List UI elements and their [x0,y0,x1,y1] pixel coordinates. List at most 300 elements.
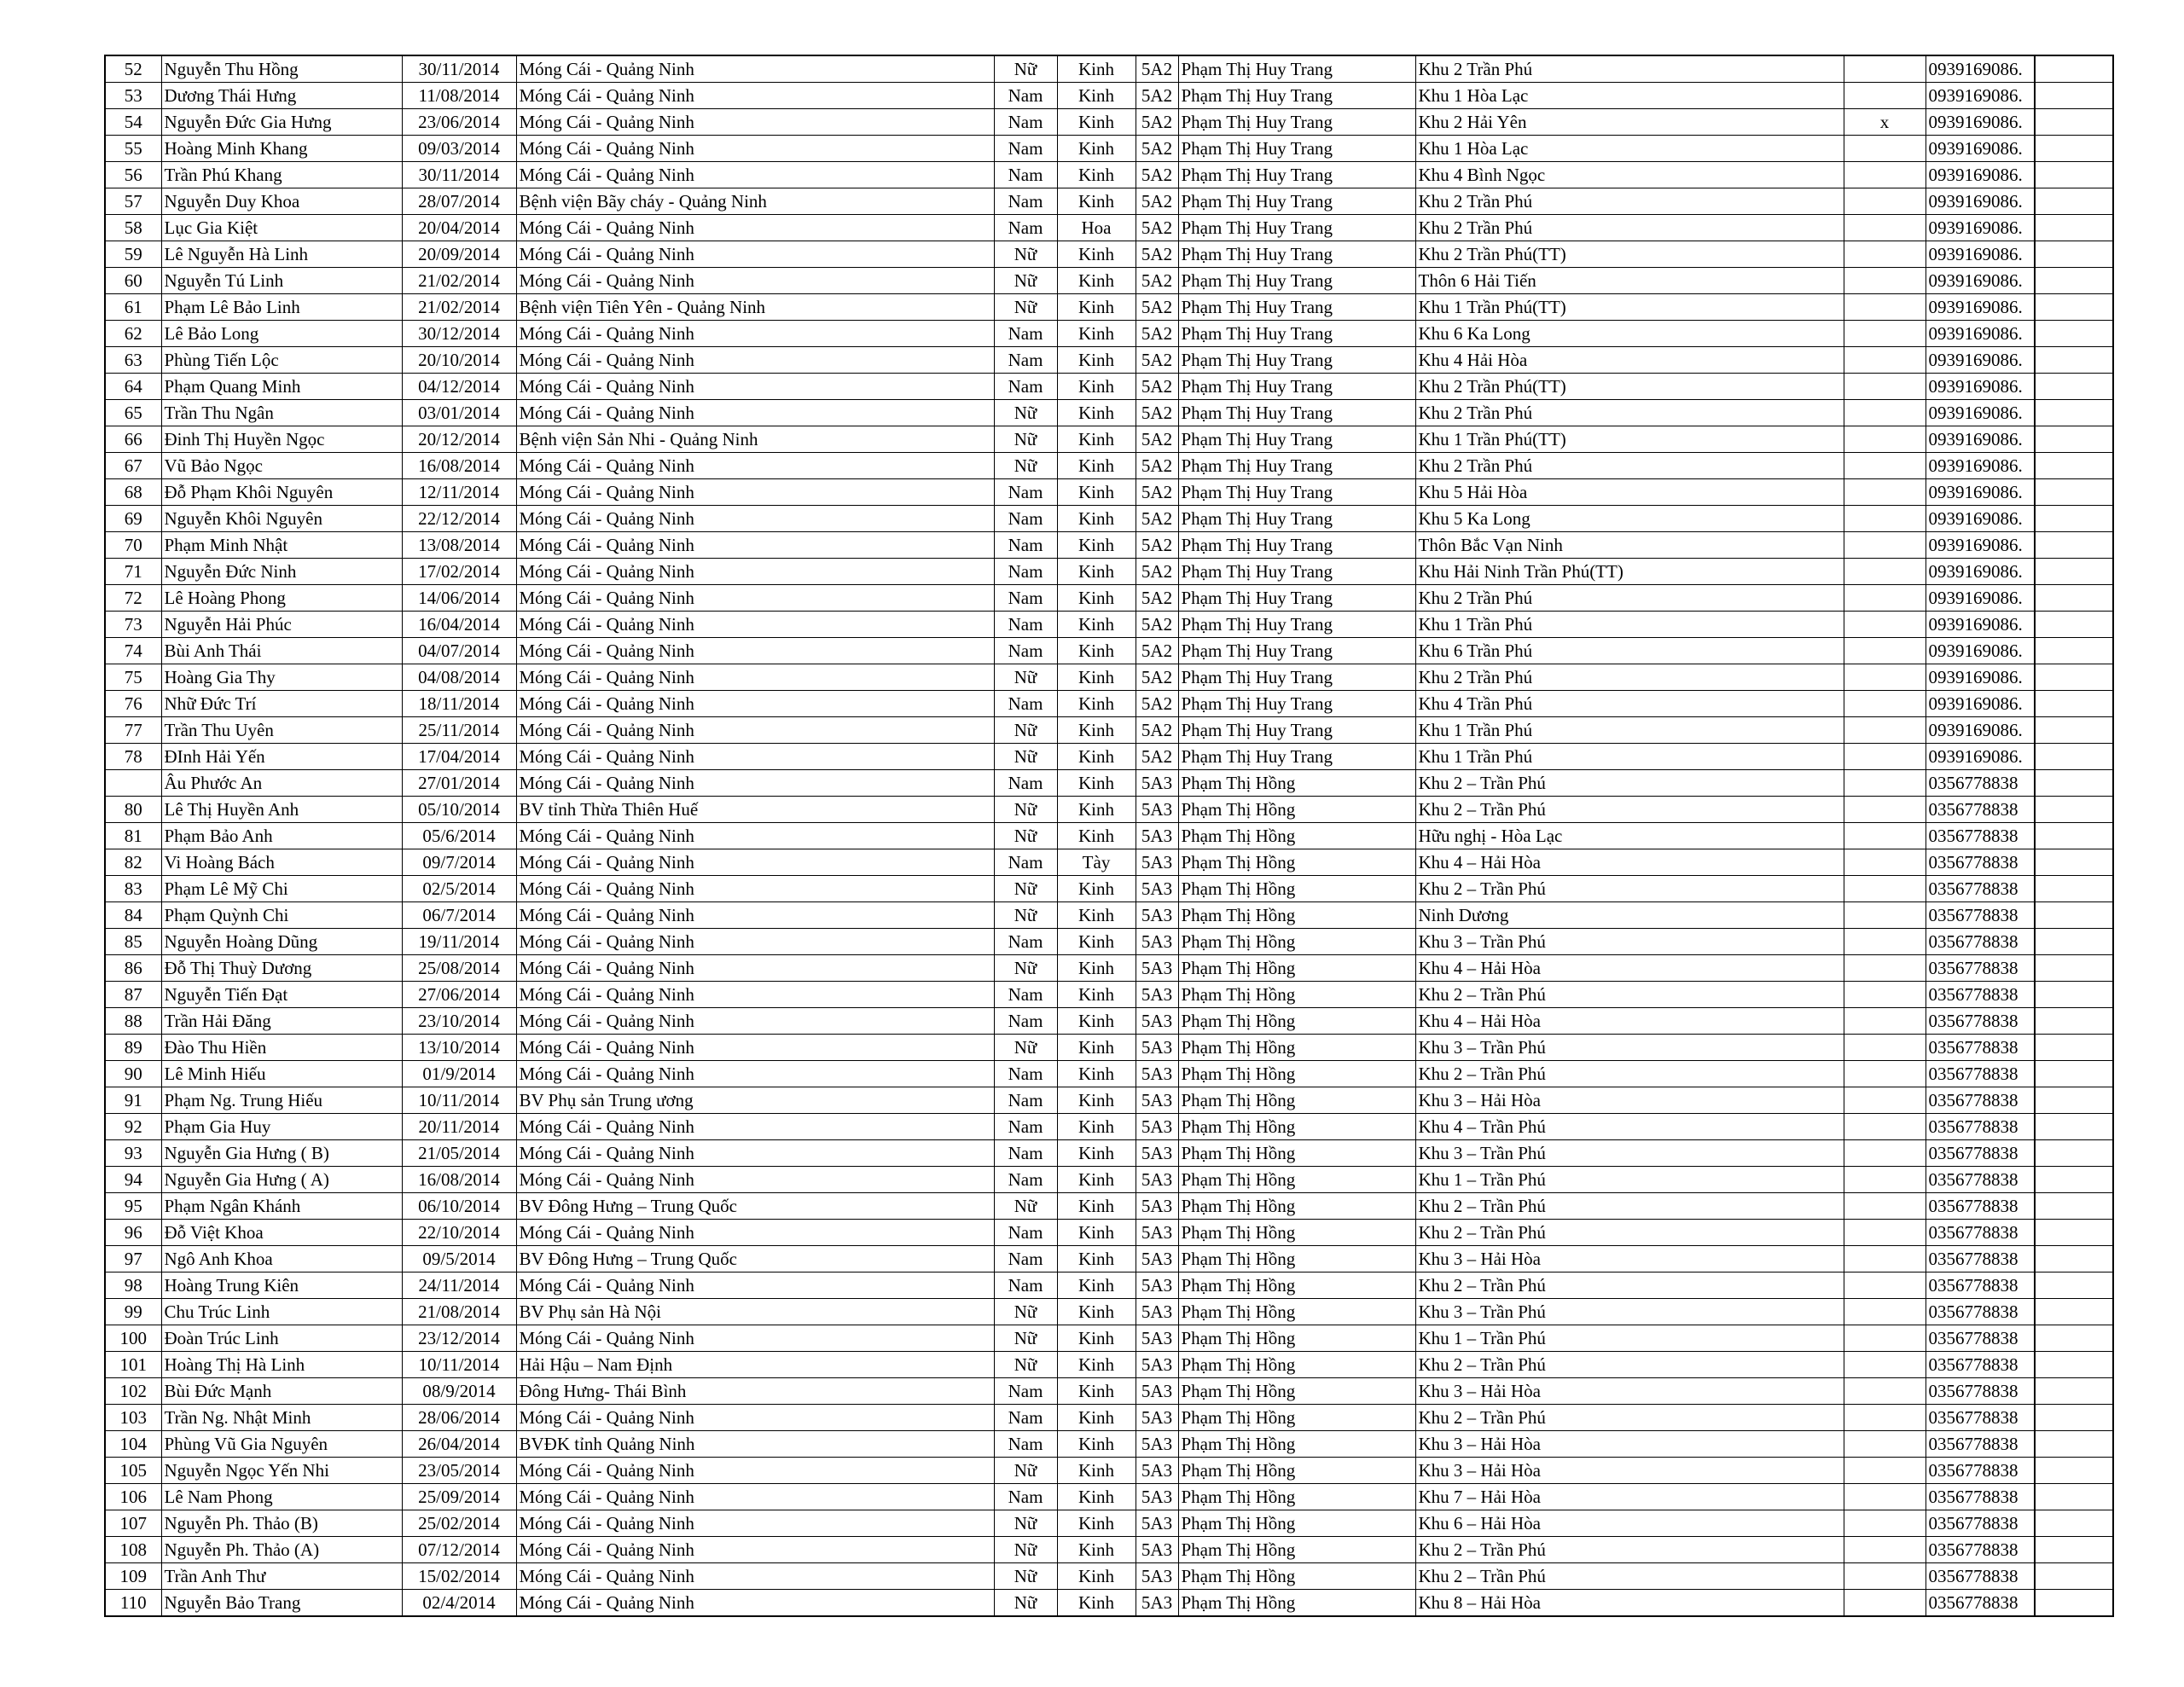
phone-cell: 0939169086. [1926,479,2035,506]
empty-trailing-cell [2035,1299,2113,1325]
mark-cell [1844,506,1926,532]
student-name-cell: Phùng Vũ Gia Nguyên [161,1431,402,1458]
table-row [105,1431,2113,1458]
birth-place-cell: Móng Cái - Quảng Ninh [516,109,994,136]
class-cell: 5A2 [1136,612,1178,638]
row-number-cell: 94 [105,1167,161,1193]
phone-cell: 0356778838 [1926,1431,2035,1458]
birth-date-cell: 16/08/2014 [402,1167,516,1193]
table-row [105,400,2113,426]
birth-place-cell: Móng Cái - Quảng Ninh [516,506,994,532]
ethnicity-cell: Kinh [1057,1008,1136,1035]
empty-trailing-cell [2035,1246,2113,1272]
birth-date-cell: 21/02/2014 [402,268,516,294]
gender-cell: Nam [994,83,1057,109]
address-cell: Khu 3 – Trần Phú [1415,1140,1844,1167]
table-row [105,1272,2113,1299]
gender-cell: Nam [994,1272,1057,1299]
ethnicity-cell: Kinh [1057,1537,1136,1563]
mark-cell [1844,453,1926,479]
empty-trailing-cell [2035,982,2113,1008]
phone-cell: 0356778838 [1926,902,2035,929]
birth-place-cell: Móng Cái - Quảng Ninh [516,1008,994,1035]
gender-cell: Nam [994,849,1057,876]
gender-cell: Nữ [994,426,1057,453]
teacher-cell: Phạm Thị Hồng [1178,1378,1415,1405]
teacher-cell: Phạm Thị Huy Trang [1178,136,1415,162]
empty-trailing-cell [2035,1590,2113,1617]
table-row [105,849,2113,876]
class-cell: 5A3 [1136,1537,1178,1563]
birth-place-cell: Móng Cái - Quảng Ninh [516,823,994,849]
mark-cell [1844,215,1926,241]
class-cell: 5A3 [1136,797,1178,823]
gender-cell: Nữ [994,268,1057,294]
student-name-cell: Phạm Bảo Anh [161,823,402,849]
student-name-cell: Nguyễn Ph. Thảo (A) [161,1537,402,1563]
mark-cell [1844,294,1926,321]
ethnicity-cell: Kinh [1057,268,1136,294]
student-name-cell: Lê Nguyễn Hà Linh [161,241,402,268]
student-name-cell: Hoàng Trung Kiên [161,1272,402,1299]
row-number-cell: 81 [105,823,161,849]
phone-cell: 0356778838 [1926,1087,2035,1114]
table-row [105,1114,2113,1140]
table-row [105,1061,2113,1087]
address-cell: Khu 3 – Hải Hòa [1415,1431,1844,1458]
address-cell: Hữu nghị - Hòa Lạc [1415,823,1844,849]
birth-place-cell: Đông Hưng- Thái Bình [516,1378,994,1405]
row-number-cell: 101 [105,1352,161,1378]
birth-place-cell: Móng Cái - Quảng Ninh [516,559,994,585]
birth-date-cell: 20/12/2014 [402,426,516,453]
class-cell: 5A2 [1136,215,1178,241]
student-name-cell: Ngô Anh Khoa [161,1246,402,1272]
ethnicity-cell: Kinh [1057,1484,1136,1510]
class-cell: 5A2 [1136,109,1178,136]
class-cell: 5A3 [1136,1167,1178,1193]
phone-cell: 0939169086. [1926,638,2035,664]
row-number-cell: 54 [105,109,161,136]
birth-place-cell: Móng Cái - Quảng Ninh [516,215,994,241]
mark-cell [1844,1008,1926,1035]
address-cell: Khu 6 Ka Long [1415,321,1844,347]
table-row [105,744,2113,770]
row-number-cell: 64 [105,374,161,400]
mark-cell [1844,1325,1926,1352]
gender-cell: Nữ [994,823,1057,849]
empty-trailing-cell [2035,1484,2113,1510]
ethnicity-cell: Tày [1057,849,1136,876]
address-cell: Khu 1 Trần Phú [1415,717,1844,744]
birth-date-cell: 11/08/2014 [402,83,516,109]
birth-place-cell: Móng Cái - Quảng Ninh [516,1325,994,1352]
birth-date-cell: 10/11/2014 [402,1087,516,1114]
address-cell: Khu 1 Trần Phú [1415,612,1844,638]
empty-trailing-cell [2035,612,2113,638]
ethnicity-cell: Kinh [1057,717,1136,744]
class-cell: 5A2 [1136,453,1178,479]
table-row [105,823,2113,849]
row-number-cell: 96 [105,1220,161,1246]
table-row [105,1087,2113,1114]
birth-place-cell: BV Đông Hưng – Trung Quốc [516,1246,994,1272]
birth-date-cell: 02/5/2014 [402,876,516,902]
birth-date-cell: 13/10/2014 [402,1035,516,1061]
address-cell: Khu 2 – Trần Phú [1415,1272,1844,1299]
address-cell: Thôn 6 Hải Tiến [1415,268,1844,294]
ethnicity-cell: Kinh [1057,109,1136,136]
phone-cell: 0356778838 [1926,1510,2035,1537]
row-number-cell: 69 [105,506,161,532]
mark-cell [1844,1510,1926,1537]
birth-place-cell: Móng Cái - Quảng Ninh [516,1272,994,1299]
gender-cell: Nam [994,585,1057,612]
address-cell: Khu 2 Trần Phú [1415,215,1844,241]
table-row [105,717,2113,744]
empty-trailing-cell [2035,479,2113,506]
student-name-cell: Phùng Tiến Lộc [161,347,402,374]
teacher-cell: Phạm Thị Hồng [1178,797,1415,823]
student-name-cell: Phạm Quang Minh [161,374,402,400]
mark-cell [1844,1378,1926,1405]
birth-date-cell: 22/10/2014 [402,1220,516,1246]
gender-cell: Nam [994,691,1057,717]
teacher-cell: Phạm Thị Hồng [1178,902,1415,929]
birth-place-cell: Móng Cái - Quảng Ninh [516,400,994,426]
row-number-cell: 83 [105,876,161,902]
phone-cell: 0356778838 [1926,1299,2035,1325]
row-number-cell: 78 [105,744,161,770]
address-cell: Khu 3 – Trần Phú [1415,1299,1844,1325]
table-row [105,955,2113,982]
table-row [105,664,2113,691]
phone-cell: 0356778838 [1926,1008,2035,1035]
teacher-cell: Phạm Thị Huy Trang [1178,374,1415,400]
ethnicity-cell: Kinh [1057,188,1136,215]
phone-cell: 0939169086. [1926,268,2035,294]
birth-place-cell: Móng Cái - Quảng Ninh [516,902,994,929]
birth-place-cell: Móng Cái - Quảng Ninh [516,1405,994,1431]
birth-date-cell: 23/10/2014 [402,1008,516,1035]
row-number-cell: 90 [105,1061,161,1087]
mark-cell [1844,664,1926,691]
class-cell: 5A3 [1136,1325,1178,1352]
class-cell: 5A3 [1136,1008,1178,1035]
address-cell: Khu 5 Hải Hòa [1415,479,1844,506]
class-cell: 5A3 [1136,1510,1178,1537]
phone-cell: 0356778838 [1926,982,2035,1008]
mark-cell [1844,638,1926,664]
address-cell: Khu 2 Trần Phú [1415,664,1844,691]
class-cell: 5A3 [1136,929,1178,955]
row-number-cell: 75 [105,664,161,691]
phone-cell: 0939169086. [1926,374,2035,400]
birth-date-cell: 03/01/2014 [402,400,516,426]
phone-cell: 0939169086. [1926,691,2035,717]
row-number-cell: 107 [105,1510,161,1537]
mark-cell [1844,1246,1926,1272]
ethnicity-cell: Kinh [1057,426,1136,453]
empty-trailing-cell [2035,559,2113,585]
gender-cell: Nam [994,1140,1057,1167]
class-cell: 5A3 [1136,1484,1178,1510]
table-row [105,1167,2113,1193]
birth-date-cell: 26/04/2014 [402,1431,516,1458]
empty-trailing-cell [2035,400,2113,426]
birth-place-cell: Móng Cái - Quảng Ninh [516,691,994,717]
row-number-cell: 58 [105,215,161,241]
teacher-cell: Phạm Thị Huy Trang [1178,638,1415,664]
birth-place-cell: Móng Cái - Quảng Ninh [516,1458,994,1484]
birth-date-cell: 04/12/2014 [402,374,516,400]
student-name-cell: Đinh Thị Huyền Ngọc [161,426,402,453]
birth-place-cell: Móng Cái - Quảng Ninh [516,770,994,797]
ethnicity-cell: Kinh [1057,1458,1136,1484]
birth-date-cell: 23/12/2014 [402,1325,516,1352]
teacher-cell: Phạm Thị Hồng [1178,1563,1415,1590]
teacher-cell: Phạm Thị Hồng [1178,1458,1415,1484]
ethnicity-cell: Kinh [1057,55,1136,83]
birth-date-cell: 04/07/2014 [402,638,516,664]
birth-date-cell: 20/10/2014 [402,347,516,374]
ethnicity-cell: Kinh [1057,1114,1136,1140]
gender-cell: Nam [994,1378,1057,1405]
row-number-cell: 80 [105,797,161,823]
empty-trailing-cell [2035,1087,2113,1114]
class-cell: 5A3 [1136,1272,1178,1299]
table-row [105,1510,2113,1537]
phone-cell: 0356778838 [1926,770,2035,797]
birth-date-cell: 18/11/2014 [402,691,516,717]
empty-trailing-cell [2035,241,2113,268]
birth-place-cell: Móng Cái - Quảng Ninh [516,585,994,612]
birth-place-cell: Móng Cái - Quảng Ninh [516,453,994,479]
address-cell: Khu 2 Trần Phú [1415,188,1844,215]
phone-cell: 0939169086. [1926,215,2035,241]
class-cell: 5A2 [1136,506,1178,532]
mark-cell [1844,1140,1926,1167]
birth-place-cell: Móng Cái - Quảng Ninh [516,347,994,374]
ethnicity-cell: Kinh [1057,559,1136,585]
phone-cell: 0939169086. [1926,241,2035,268]
gender-cell: Nam [994,188,1057,215]
birth-date-cell: 17/02/2014 [402,559,516,585]
birth-place-cell: Móng Cái - Quảng Ninh [516,479,994,506]
student-name-cell: Nguyễn Tú Linh [161,268,402,294]
mark-cell [1844,347,1926,374]
table-row [105,374,2113,400]
mark-cell [1844,797,1926,823]
gender-cell: Nữ [994,664,1057,691]
gender-cell: Nữ [994,241,1057,268]
student-name-cell: Nguyễn Duy Khoa [161,188,402,215]
address-cell: Khu 2 – Trần Phú [1415,1061,1844,1087]
student-name-cell: Trần Thu Ngân [161,400,402,426]
row-number-cell: 82 [105,849,161,876]
mark-cell [1844,1167,1926,1193]
phone-cell: 0356778838 [1926,1140,2035,1167]
address-cell: Khu 3 – Hải Hòa [1415,1378,1844,1405]
phone-cell: 0356778838 [1926,1061,2035,1087]
phone-cell: 0939169086. [1926,162,2035,188]
phone-cell: 0356778838 [1926,1458,2035,1484]
teacher-cell: Phạm Thị Hồng [1178,1008,1415,1035]
gender-cell: Nam [994,506,1057,532]
table-row [105,902,2113,929]
teacher-cell: Phạm Thị Hồng [1178,849,1415,876]
phone-cell: 0356778838 [1926,849,2035,876]
birth-place-cell: Móng Cái - Quảng Ninh [516,1114,994,1140]
gender-cell: Nam [994,1061,1057,1087]
empty-trailing-cell [2035,374,2113,400]
ethnicity-cell: Hoa [1057,215,1136,241]
birth-place-cell: Móng Cái - Quảng Ninh [516,1590,994,1617]
birth-place-cell: Móng Cái - Quảng Ninh [516,664,994,691]
student-name-cell: Hoàng Gia Thy [161,664,402,691]
class-cell: 5A3 [1136,1061,1178,1087]
table-row [105,268,2113,294]
row-number-cell: 67 [105,453,161,479]
row-number-cell: 73 [105,612,161,638]
ethnicity-cell: Kinh [1057,1272,1136,1299]
ethnicity-cell: Kinh [1057,638,1136,664]
table-row [105,1008,2113,1035]
gender-cell: Nữ [994,955,1057,982]
teacher-cell: Phạm Thị Hồng [1178,1087,1415,1114]
student-name-cell: Đoàn Trúc Linh [161,1325,402,1352]
address-cell: Khu 2 – Trần Phú [1415,1405,1844,1431]
mark-cell [1844,982,1926,1008]
class-cell: 5A2 [1136,162,1178,188]
gender-cell: Nam [994,1246,1057,1272]
class-cell: 5A3 [1136,1299,1178,1325]
teacher-cell: Phạm Thị Hồng [1178,1431,1415,1458]
teacher-cell: Phạm Thị Huy Trang [1178,294,1415,321]
ethnicity-cell: Kinh [1057,823,1136,849]
gender-cell: Nữ [994,453,1057,479]
teacher-cell: Phạm Thị Hồng [1178,1167,1415,1193]
class-cell: 5A2 [1136,241,1178,268]
empty-trailing-cell [2035,162,2113,188]
teacher-cell: Phạm Thị Huy Trang [1178,241,1415,268]
birth-date-cell: 28/07/2014 [402,188,516,215]
table-row [105,136,2113,162]
ethnicity-cell: Kinh [1057,1510,1136,1537]
table-row [105,1378,2113,1405]
gender-cell: Nữ [994,1352,1057,1378]
table-row [105,426,2113,453]
row-number-cell: 57 [105,188,161,215]
phone-cell: 0356778838 [1926,1035,2035,1061]
birth-date-cell: 25/09/2014 [402,1484,516,1510]
empty-trailing-cell [2035,1458,2113,1484]
teacher-cell: Phạm Thị Hồng [1178,1299,1415,1325]
birth-date-cell: 30/12/2014 [402,321,516,347]
birth-date-cell: 08/9/2014 [402,1378,516,1405]
mark-cell [1844,849,1926,876]
student-name-cell: Nguyễn Bảo Trang [161,1590,402,1617]
class-cell: 5A2 [1136,744,1178,770]
student-name-cell: Vũ Bảo Ngọc [161,453,402,479]
gender-cell: Nam [994,982,1057,1008]
gender-cell: Nữ [994,717,1057,744]
ethnicity-cell: Kinh [1057,1167,1136,1193]
birth-place-cell: BVĐK tỉnh Quảng Ninh [516,1431,994,1458]
ethnicity-cell: Kinh [1057,374,1136,400]
row-number-cell: 102 [105,1378,161,1405]
birth-place-cell: Móng Cái - Quảng Ninh [516,1484,994,1510]
table-row [105,321,2113,347]
gender-cell: Nam [994,638,1057,664]
ethnicity-cell: Kinh [1057,955,1136,982]
table-row [105,83,2113,109]
birth-date-cell: 30/11/2014 [402,55,516,83]
birth-place-cell: Móng Cái - Quảng Ninh [516,1220,994,1246]
address-cell: Khu 2 Hải Yên [1415,109,1844,136]
class-cell: 5A3 [1136,1352,1178,1378]
ethnicity-cell: Kinh [1057,347,1136,374]
student-name-cell: Đỗ Phạm Khôi Nguyên [161,479,402,506]
student-name-cell: Phạm Ng. Trung Hiếu [161,1087,402,1114]
student-name-cell: Bùi Anh Thái [161,638,402,664]
empty-trailing-cell [2035,1537,2113,1563]
gender-cell: Nữ [994,55,1057,83]
mark-cell [1844,1061,1926,1087]
table-row [105,1405,2113,1431]
student-name-cell: Vi Hoàng Bách [161,849,402,876]
student-name-cell: Nguyễn Hoàng Dũng [161,929,402,955]
phone-cell: 0939169086. [1926,55,2035,83]
table-row [105,1140,2113,1167]
birth-place-cell: BV Đông Hưng – Trung Quốc [516,1193,994,1220]
table-row [105,1299,2113,1325]
address-cell: Khu 3 – Trần Phú [1415,1035,1844,1061]
gender-cell: Nữ [994,1299,1057,1325]
gender-cell: Nam [994,532,1057,559]
ethnicity-cell: Kinh [1057,479,1136,506]
phone-cell: 0356778838 [1926,1325,2035,1352]
table-row [105,1352,2113,1378]
table-row [105,55,2113,83]
teacher-cell: Phạm Thị Huy Trang [1178,347,1415,374]
row-number-cell: 63 [105,347,161,374]
student-name-cell: Phạm Minh Nhật [161,532,402,559]
class-cell: 5A3 [1136,1458,1178,1484]
teacher-cell: Phạm Thị Huy Trang [1178,188,1415,215]
teacher-cell: Phạm Thị Hồng [1178,1246,1415,1272]
row-number-cell: 76 [105,691,161,717]
phone-cell: 0356778838 [1926,1272,2035,1299]
address-cell: Khu 2 – Trần Phú [1415,1220,1844,1246]
phone-cell: 0356778838 [1926,1352,2035,1378]
row-number-cell: 85 [105,929,161,955]
teacher-cell: Phạm Thị Huy Trang [1178,162,1415,188]
student-name-cell: Nguyễn Đức Ninh [161,559,402,585]
address-cell: Khu 2 Trần Phú [1415,400,1844,426]
mark-cell [1844,136,1926,162]
ethnicity-cell: Kinh [1057,1352,1136,1378]
row-number-cell: 97 [105,1246,161,1272]
ethnicity-cell: Kinh [1057,1087,1136,1114]
student-name-cell: Phạm Quỳnh Chi [161,902,402,929]
address-cell: Khu 1 Hòa Lạc [1415,83,1844,109]
address-cell: Khu 1 Trần Phú [1415,744,1844,770]
row-number-cell: 60 [105,268,161,294]
student-name-cell: Trần Thu Uyên [161,717,402,744]
phone-cell: 0356778838 [1926,1484,2035,1510]
class-cell: 5A3 [1136,1114,1178,1140]
